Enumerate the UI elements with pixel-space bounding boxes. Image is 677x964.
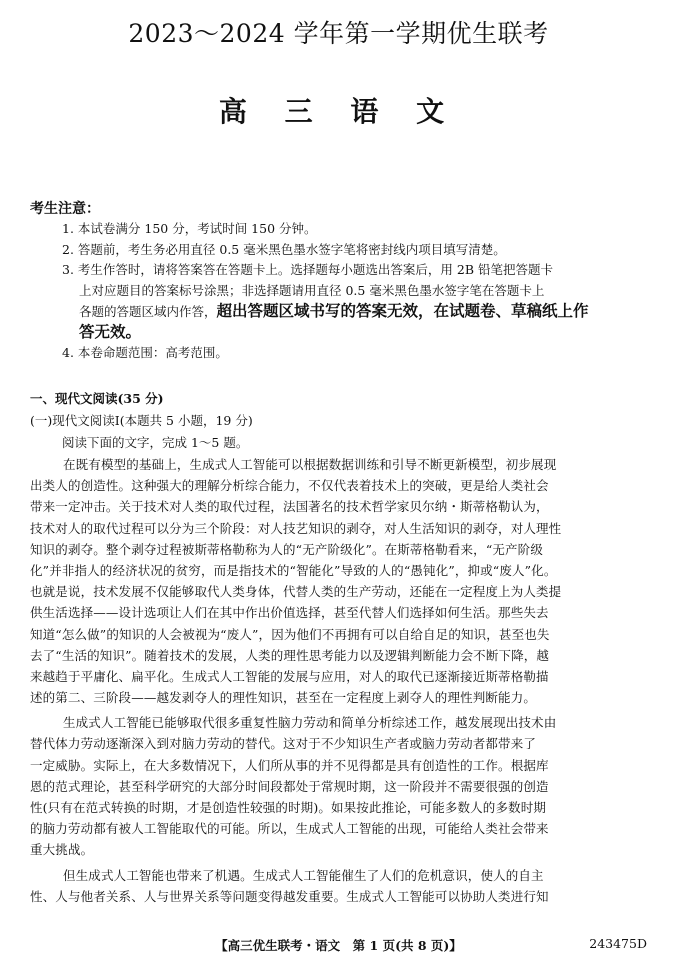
passage-line: 知道“怎么做”的知识的人会被视为“废人”，因为他们不再拥有可以自给自足的知识，甚至也失	[30, 626, 550, 642]
passage-line: 的脑力劳动都有被人工智能取代的可能。所以，生成式人工智能的出现，可能给人类社会带来	[30, 821, 549, 837]
passage-line: 去了“生活的知识”。随着技术的发展，人类的理性思考能力以及逻辑判断能力会不断下降，越	[30, 647, 550, 663]
passage-line: 在既有模型的基础上，生成式人工智能可以根据数据训练和引导不断更新模型，初步展现	[63, 457, 557, 472]
passage-line: 但生成式人工智能也带来了机遇。生成式人工智能催生了人们的危机意识，使人的自主	[63, 867, 544, 883]
footer-exam-code: 243475D	[589, 936, 647, 951]
passage-line: 述的第二、三阶段——越发剥夺人的理性知识，甚至在一定程度上剥夺人的理性判断能力。	[30, 690, 537, 706]
passage-line: 性、人与他者关系、人与世界关系等问题变得越发重要。生成式人工智能可以协助人类进行知	[30, 888, 549, 904]
notice-item-3-bold-end: 答无效。	[79, 322, 142, 341]
subject-title: 高 三 语 文	[218, 95, 459, 128]
notice-item-2: 2. 答题前，考生务必用直径 0.5 毫米黑色墨水签字笔将密封线内项目填写清楚。	[62, 241, 506, 257]
passage-line: 生成式人工智能已能够取代很多重复性脑力劳动和简单分析综述工作，越发展现出技术由	[63, 715, 557, 731]
passage-line: 知识的剥夺。整个剥夺过程被斯蒂格勒称为人的“无产阶级化”。在斯蒂格勒看来，“无产阶级	[30, 541, 543, 557]
passage-line: 化”并非指人的经济状况的贫穷，而是指技术的“智能化”导致的人的“愚钝化”，抑或“废人”化。	[30, 562, 557, 578]
section-heading: 一、现代文阅读(35 分)	[30, 391, 164, 406]
passage-line: 技术对人的取代过程可以分为三个阶段：对人技艺知识的剥夺，对人生活知识的剥夺，对人理性	[30, 520, 562, 536]
notice-item-3-cont: 各题的答题区域内作答，超出答题区域书写的答案无效，在试题卷、草稿纸上作	[79, 302, 589, 321]
reading-passage	[30, 454, 652, 907]
notice-item-4: 4. 本卷命题范围：高考范围。	[62, 344, 228, 360]
passage-line: 恩的范式理论，甚至科学研究的大部分时间段都处于常规时期，这一阶段并不需要很强的创造	[30, 778, 549, 794]
passage-line: 供生活选择——设计选项让人们在其中作出价值选择，甚至代替人们选择如何生活。那些失去	[30, 605, 549, 621]
passage-line: 性(只有在范式转换的时期，才是创造性较强的时期)。如果按此推论，可能多数人的多数时期	[30, 800, 547, 815]
passage-line: 来越趋于平庸化、扁平化。生成式人工智能的发展与应用，对人的取代已逐渐接近斯蒂格勒描	[30, 668, 549, 684]
passage-line: 替代体力劳动逐渐深入到对脑力劳动的替代。这对于不少知识生产者或脑力劳动者都带来了	[30, 736, 537, 752]
passage-line: 带来一定冲击。关于技术对人类的取代过程，法国著名的技术哲学家贝尔纳・斯蒂格勒认为，	[30, 499, 549, 515]
passage-line: 一定威胁。实际上，在大多数情况下，人们所从事的并不见得都是具有创造性的工作。根据库	[30, 757, 549, 773]
notice-item-1: 1. 本试卷满分 150 分，考试时间 150 分钟。	[62, 221, 317, 236]
passage-line: 重大挑战。	[30, 842, 94, 858]
subsection-heading: (一)现代文阅读Ⅰ(本题共 5 小题，19 分)	[30, 413, 253, 428]
footer-page-info: 【高三优生联考・语文 第 1 页(共 8 页)】	[215, 938, 462, 953]
notice-item-3-cont: 上对应题目的答案标号涂黑；非选择题请用直径 0.5 毫米黑色墨水签字笔在答题卡上	[79, 282, 545, 298]
notice-heading: 考生注意：	[30, 201, 100, 217]
passage-line: 也就是说，技术发展不仅能够取代人类身体，代替人类的生产劳动，还能在一定程度上为人类提	[30, 584, 562, 600]
passage-line: 出类人的创造性。这种强大的理解分析综合能力，不仅代表着技术上的突破，更是给人类社会	[30, 478, 549, 494]
exam-title: 2023～2024 学年第一学期优生联考	[128, 19, 549, 48]
reading-instruction: 阅读下面的文字，完成 1～5 题。	[62, 435, 249, 450]
notice-list	[62, 219, 652, 363]
notice-item-3: 3. 考生作答时，请将答案答在答题卡上。选择题每小题选出答案后，用 2B 铅笔把答题卡	[62, 262, 553, 278]
